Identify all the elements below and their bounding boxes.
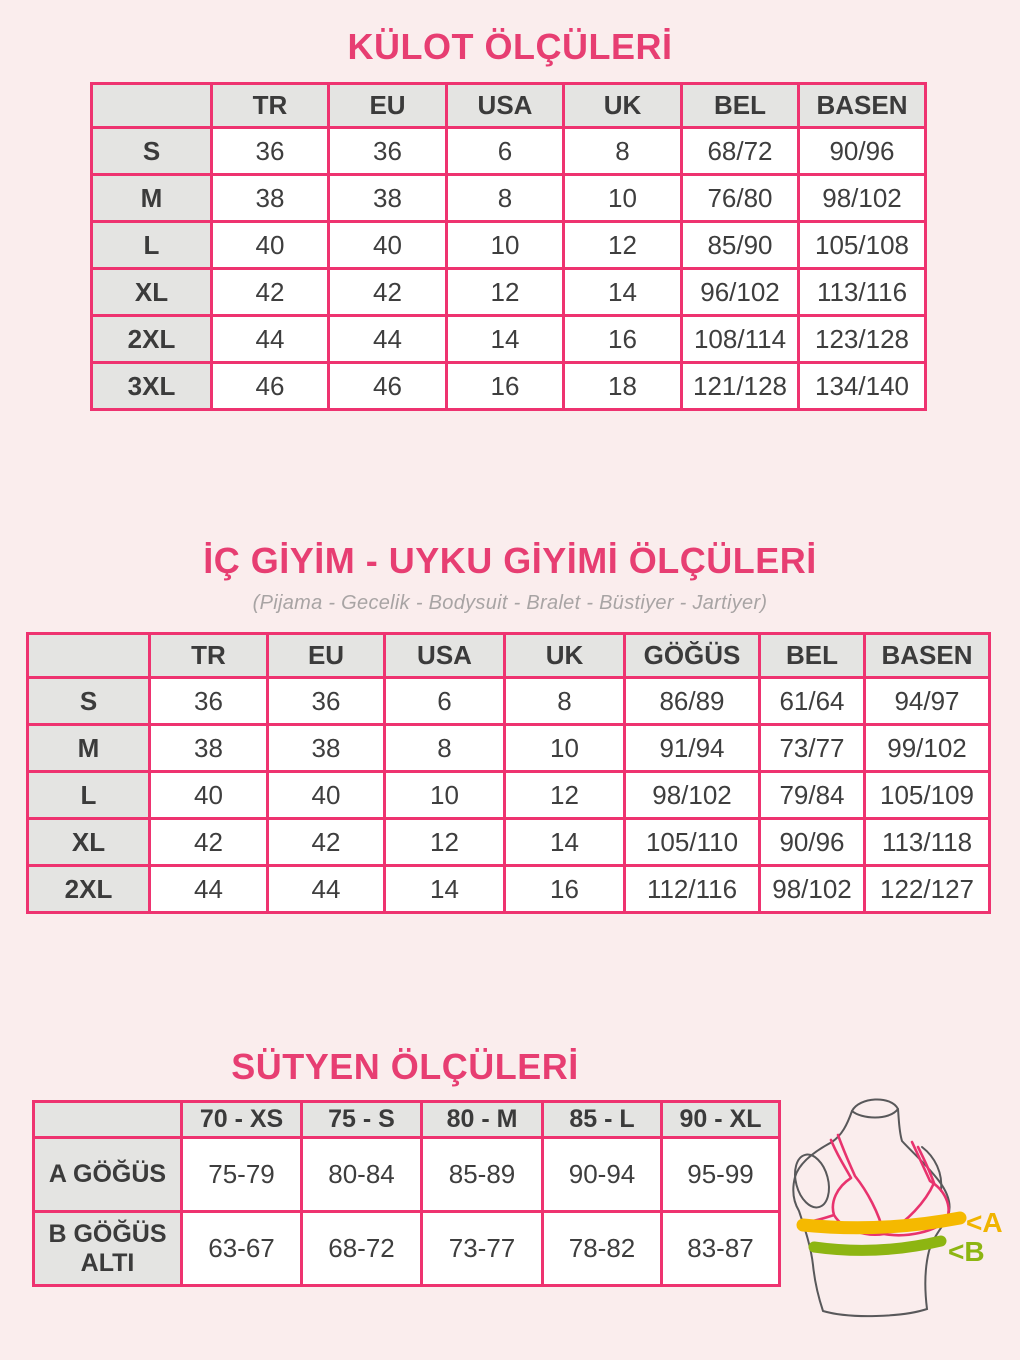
table-row — [34, 1212, 780, 1286]
size-value-cell: 40 — [212, 222, 329, 269]
size-value-cell: 40 — [150, 772, 268, 819]
table-row — [92, 222, 926, 269]
size-value-cell: 38 — [329, 175, 447, 222]
header-row — [34, 1102, 780, 1138]
size-value-cell: 6 — [385, 678, 505, 725]
size-value-cell: 18 — [564, 363, 682, 410]
size-value-cell: 38 — [268, 725, 385, 772]
size-value-cell: 12 — [564, 222, 682, 269]
size-value-cell: 98/102 — [760, 866, 865, 913]
table-row — [92, 363, 926, 410]
size-value-cell: 61/64 — [760, 678, 865, 725]
size-value-cell: 96/102 — [682, 269, 799, 316]
size-value-cell: 44 — [329, 316, 447, 363]
size-value-cell: 36 — [150, 678, 268, 725]
size-value-cell: 10 — [385, 772, 505, 819]
size-value-cell: 121/128 — [682, 363, 799, 410]
size-value-cell: 122/127 — [865, 866, 990, 913]
column-header: EU — [268, 634, 385, 678]
size-value-cell: 98/102 — [799, 175, 926, 222]
row-label: M — [92, 175, 212, 222]
size-value-cell: 10 — [505, 725, 625, 772]
size-value-cell: 113/118 — [865, 819, 990, 866]
row-label: L — [28, 772, 150, 819]
size-value-cell: 36 — [268, 678, 385, 725]
size-value-cell: 42 — [212, 269, 329, 316]
size-value-cell: 63-67 — [182, 1212, 302, 1286]
column-header: USA — [447, 84, 564, 128]
size-value-cell: 123/128 — [799, 316, 926, 363]
column-header: 80 - M — [422, 1102, 543, 1138]
column-header: 75 - S — [302, 1102, 422, 1138]
column-header: 70 - XS — [182, 1102, 302, 1138]
size-value-cell: 105/109 — [865, 772, 990, 819]
kulot-size-table — [90, 82, 927, 411]
corner-cell — [28, 634, 150, 678]
size-value-cell: 42 — [329, 269, 447, 316]
size-value-cell: 85/90 — [682, 222, 799, 269]
size-value-cell: 90-94 — [543, 1138, 662, 1212]
size-value-cell: 86/89 — [625, 678, 760, 725]
column-header: USA — [385, 634, 505, 678]
bra-measurement-diagram — [785, 1085, 1020, 1335]
table-row — [28, 866, 990, 913]
row-label: XL — [92, 269, 212, 316]
size-value-cell: 14 — [505, 819, 625, 866]
size-value-cell: 113/116 — [799, 269, 926, 316]
size-value-cell: 8 — [505, 678, 625, 725]
size-value-cell: 80-84 — [302, 1138, 422, 1212]
size-value-cell: 16 — [505, 866, 625, 913]
size-value-cell: 40 — [329, 222, 447, 269]
size-value-cell: 98/102 — [625, 772, 760, 819]
size-value-cell: 40 — [268, 772, 385, 819]
row-label: A GÖĞÜS — [34, 1138, 182, 1212]
size-value-cell: 16 — [447, 363, 564, 410]
icgiyim-section-title: İÇ GİYİM - UYKU GİYİMİ ÖLÇÜLERİ — [203, 540, 817, 581]
table-row — [92, 269, 926, 316]
size-value-cell: 90/96 — [799, 128, 926, 175]
sutyen-size-table — [32, 1100, 781, 1287]
size-value-cell: 14 — [385, 866, 505, 913]
size-value-cell: 12 — [505, 772, 625, 819]
column-header: BEL — [760, 634, 865, 678]
size-value-cell: 68-72 — [302, 1212, 422, 1286]
size-value-cell: 8 — [447, 175, 564, 222]
row-label: S — [92, 128, 212, 175]
column-header: UK — [564, 84, 682, 128]
size-value-cell: 68/72 — [682, 128, 799, 175]
size-value-cell: 99/102 — [865, 725, 990, 772]
column-header: BASEN — [799, 84, 926, 128]
size-value-cell: 14 — [564, 269, 682, 316]
row-label: 2XL — [28, 866, 150, 913]
size-value-cell: 44 — [268, 866, 385, 913]
size-value-cell: 44 — [150, 866, 268, 913]
bust-band-a — [803, 1218, 960, 1228]
size-value-cell: 85-89 — [422, 1138, 543, 1212]
kulot-section-title: KÜLOT ÖLÇÜLERİ — [347, 26, 673, 67]
size-value-cell: 16 — [564, 316, 682, 363]
size-value-cell: 105/110 — [625, 819, 760, 866]
size-value-cell: 36 — [212, 128, 329, 175]
row-label: B GÖĞÜS ALTI — [34, 1212, 182, 1286]
column-header: GÖĞÜS — [625, 634, 760, 678]
size-value-cell: 94/97 — [865, 678, 990, 725]
corner-cell — [92, 84, 212, 128]
table-row — [34, 1138, 780, 1212]
column-header: TR — [150, 634, 268, 678]
table-row — [28, 725, 990, 772]
size-value-cell: 8 — [385, 725, 505, 772]
size-value-cell: 73/77 — [760, 725, 865, 772]
row-label: 3XL — [92, 363, 212, 410]
row-label: S — [28, 678, 150, 725]
size-value-cell: 46 — [212, 363, 329, 410]
size-value-cell: 83-87 — [662, 1212, 780, 1286]
size-value-cell: 38 — [212, 175, 329, 222]
size-value-cell: 42 — [268, 819, 385, 866]
icgiyim-size-table — [26, 632, 991, 914]
size-value-cell: 12 — [385, 819, 505, 866]
row-label: 2XL — [92, 316, 212, 363]
size-value-cell: 95-99 — [662, 1138, 780, 1212]
size-value-cell: 10 — [447, 222, 564, 269]
column-header: 85 - L — [543, 1102, 662, 1138]
size-value-cell: 108/114 — [682, 316, 799, 363]
bust-label-a: <A — [966, 1207, 1003, 1238]
icgiyim-section-subtitle: (Pijama - Gecelik - Bodysuit - Bralet - Büstiyer - Jartiyer) — [252, 592, 768, 614]
size-value-cell: 91/94 — [625, 725, 760, 772]
size-value-cell: 8 — [564, 128, 682, 175]
table-row — [28, 819, 990, 866]
size-value-cell: 6 — [447, 128, 564, 175]
size-value-cell: 38 — [150, 725, 268, 772]
column-header: 90 - XL — [662, 1102, 780, 1138]
torso-outline — [793, 1109, 949, 1316]
column-header: BASEN — [865, 634, 990, 678]
neck-opening-icon — [852, 1099, 898, 1117]
corner-cell — [34, 1102, 182, 1138]
column-header: EU — [329, 84, 447, 128]
size-value-cell: 78-82 — [543, 1212, 662, 1286]
size-value-cell: 14 — [447, 316, 564, 363]
underbust-band-b — [814, 1241, 941, 1250]
table-row — [92, 316, 926, 363]
size-value-cell: 46 — [329, 363, 447, 410]
size-value-cell: 73-77 — [422, 1212, 543, 1286]
table-row — [28, 772, 990, 819]
size-value-cell: 12 — [447, 269, 564, 316]
size-value-cell: 112/116 — [625, 866, 760, 913]
table-row — [92, 128, 926, 175]
table-row — [28, 678, 990, 725]
size-value-cell: 76/80 — [682, 175, 799, 222]
size-value-cell: 44 — [212, 316, 329, 363]
left-armhole-icon — [790, 1151, 835, 1211]
header-row — [92, 84, 926, 128]
size-value-cell: 10 — [564, 175, 682, 222]
size-value-cell: 36 — [329, 128, 447, 175]
underbust-label-b: <B — [948, 1236, 985, 1267]
row-label: XL — [28, 819, 150, 866]
column-header: TR — [212, 84, 329, 128]
size-value-cell: 134/140 — [799, 363, 926, 410]
size-value-cell: 90/96 — [760, 819, 865, 866]
size-value-cell: 75-79 — [182, 1138, 302, 1212]
row-label: L — [92, 222, 212, 269]
header-row — [28, 634, 990, 678]
column-header: UK — [505, 634, 625, 678]
size-value-cell: 79/84 — [760, 772, 865, 819]
size-value-cell: 105/108 — [799, 222, 926, 269]
column-header: BEL — [682, 84, 799, 128]
table-row — [92, 175, 926, 222]
sutyen-section-title: SÜTYEN ÖLÇÜLERİ — [231, 1046, 579, 1087]
row-label: M — [28, 725, 150, 772]
size-value-cell: 42 — [150, 819, 268, 866]
